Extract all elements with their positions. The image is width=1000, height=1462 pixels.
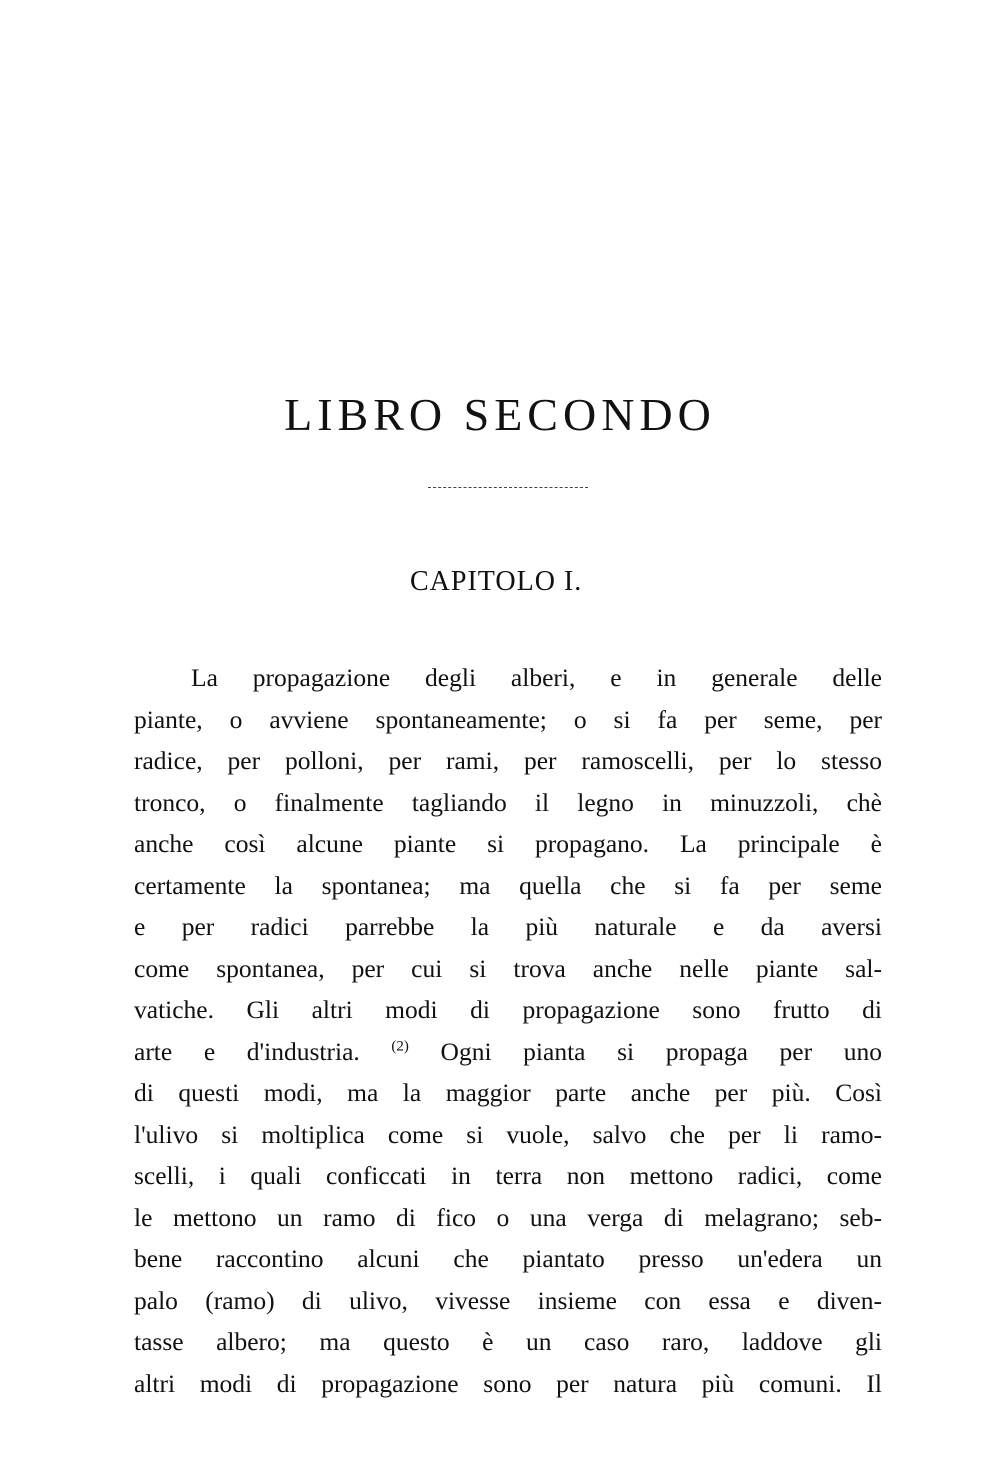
title-divider xyxy=(428,487,588,488)
text-line: anche così alcune piante si propagano. La principale è xyxy=(134,829,882,858)
text-line: di questi modi, ma la maggior parte anche per più. Così xyxy=(134,1078,882,1107)
text-line: palo (ramo) di ulivo, vivesse insieme con essa e diven- xyxy=(134,1285,882,1315)
text-line: scelli, i quali conficcati in terra non mettono radici, come xyxy=(134,1161,882,1190)
text-segment: arte e d'industria. xyxy=(134,1036,360,1066)
text-segment: Ogni pianta si propaga per uno xyxy=(440,1036,882,1066)
text-line: piante, o avviene spontaneamente; o si fa per seme, per xyxy=(134,704,882,734)
text-line: le mettono un ramo di fico o una verga di melagrano; seb- xyxy=(134,1202,882,1232)
footnote-marker[interactable]: (2) xyxy=(391,1038,409,1054)
text-line: tronco, o finalmente tagliando il legno in minuzzoli, chè xyxy=(134,787,882,817)
text-line: e per radici parrebbe la più naturale e da aversi xyxy=(134,912,882,941)
text-line: La propagazione degli alberi, e in generale delle xyxy=(191,663,882,692)
text-line: vatiche. Gli altri modi di propagazione sono frutto di xyxy=(134,995,882,1024)
text-line: l'ulivo si moltiplica come si vuole, salvo che per li ramo- xyxy=(134,1119,882,1149)
text-line: altri modi di propagazione sono per natura più comuni. Il xyxy=(134,1368,882,1398)
text-line: certamente la spontanea; ma quella che si fa per seme xyxy=(134,870,882,900)
text-line: radice, per polloni, per rami, per ramoscelli, per lo stesso xyxy=(134,746,882,775)
text-line-with-footnote xyxy=(134,1031,882,1073)
text-line: bene raccontino alcuni che piantato presso un'edera un xyxy=(134,1244,882,1273)
chapter-paragraph xyxy=(134,657,882,1404)
book-title: LIBRO SECONDO xyxy=(284,389,716,440)
text-line: come spontanea, per cui si trova anche nelle piante sal- xyxy=(134,953,882,983)
chapter-title: CAPITOLO I. xyxy=(410,566,583,597)
text-line: tasse albero; ma questo è un caso raro, laddove gli xyxy=(134,1327,882,1356)
